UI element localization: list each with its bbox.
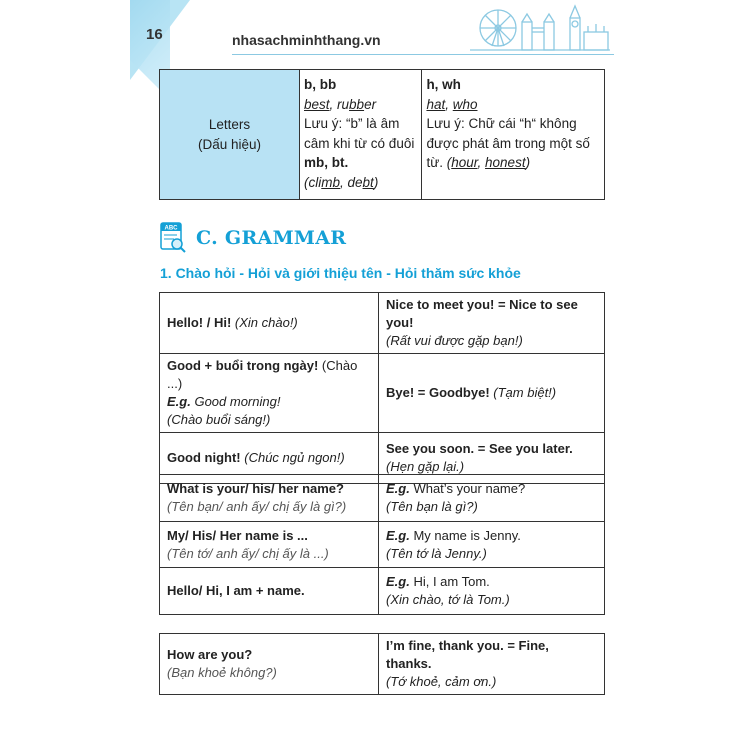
site-name: nhasachminhthang.vn xyxy=(232,32,381,48)
names-table xyxy=(159,474,605,615)
table-cell: E.g. What’s your name? (Tên bạn là gì?) xyxy=(379,475,605,522)
grammar-icon-label: ABC xyxy=(164,225,178,232)
letters-b-examples-2: (climb, debt) xyxy=(304,174,379,190)
table-cell: E.g. My name is Jenny. (Tên tớ là Jenny.) xyxy=(379,522,605,568)
grammar-book-icon xyxy=(160,222,186,254)
letters-b-note: Lưu ý: “b” là âm câm khi từ có đuôi mb, bt. xyxy=(304,116,415,170)
letters-b-examples: best, rubber xyxy=(304,96,377,112)
table-cell: Nice to meet you! = Nice to see you! (Rất vui được gặp bạn!) xyxy=(379,293,605,354)
letters-label: Letters xyxy=(208,117,251,132)
table-cell: What is your/ his/ her name? (Tên bạn/ anh ấy/ chị ấy là gì?) xyxy=(160,475,379,522)
grammar-title: C. GRAMMAR xyxy=(196,227,347,249)
table-cell: My/ His/ Her name is ... (Tên tớ/ anh ấy/ chị ấy là ...) xyxy=(160,522,379,568)
health-table xyxy=(159,633,605,695)
letters-b-title: b, bb xyxy=(304,77,337,92)
header-divider xyxy=(232,54,614,55)
letters-label-cell xyxy=(160,70,300,200)
table-cell: Hello! / Hi! (Xin chào!) xyxy=(160,293,379,354)
table-cell: I’m fine, thank you. = Fine, thanks. (Tớ khoẻ, cảm ơn.) xyxy=(379,634,605,695)
letters-table xyxy=(159,69,605,200)
grammar-subtitle: 1. Chào hỏi - Hỏi và giới thiệu tên - Hỏi thăm sức khỏe xyxy=(160,265,521,281)
table-cell: Good + buổi trong ngày! (Chào ...) E.g. Good morning! (Chào buổi sáng!) xyxy=(160,354,379,433)
london-skyline-icon xyxy=(470,4,610,54)
letters-h-examples: hat, who xyxy=(426,96,478,112)
table-cell: How are you? (Bạn khoẻ không?) xyxy=(160,634,379,695)
page-number: 16 xyxy=(146,26,163,43)
letters-h-note: Lưu ý: Chữ cái “h“ không được phát âm trong một số từ. (hour, honest) xyxy=(426,116,590,170)
letters-b-cell xyxy=(300,70,422,200)
letters-h-title: h, wh xyxy=(426,77,461,92)
table-cell: Bye! = Goodbye! (Tạm biệt!) xyxy=(379,354,605,433)
table-cell: Good night! (Chúc ngủ ngon!) xyxy=(160,433,379,484)
table-cell: E.g. Hi, I am Tom. (Xin chào, tớ là Tom.) xyxy=(379,568,605,615)
table-cell: See you soon. = See you later. (Hẹn gặp lại.) xyxy=(379,433,605,484)
letters-h-cell xyxy=(422,70,605,200)
greetings-table xyxy=(159,292,605,484)
table-cell: Hello/ Hi, I am + name. xyxy=(160,568,379,615)
letters-label-vi: (Dấu hiệu) xyxy=(197,136,262,152)
